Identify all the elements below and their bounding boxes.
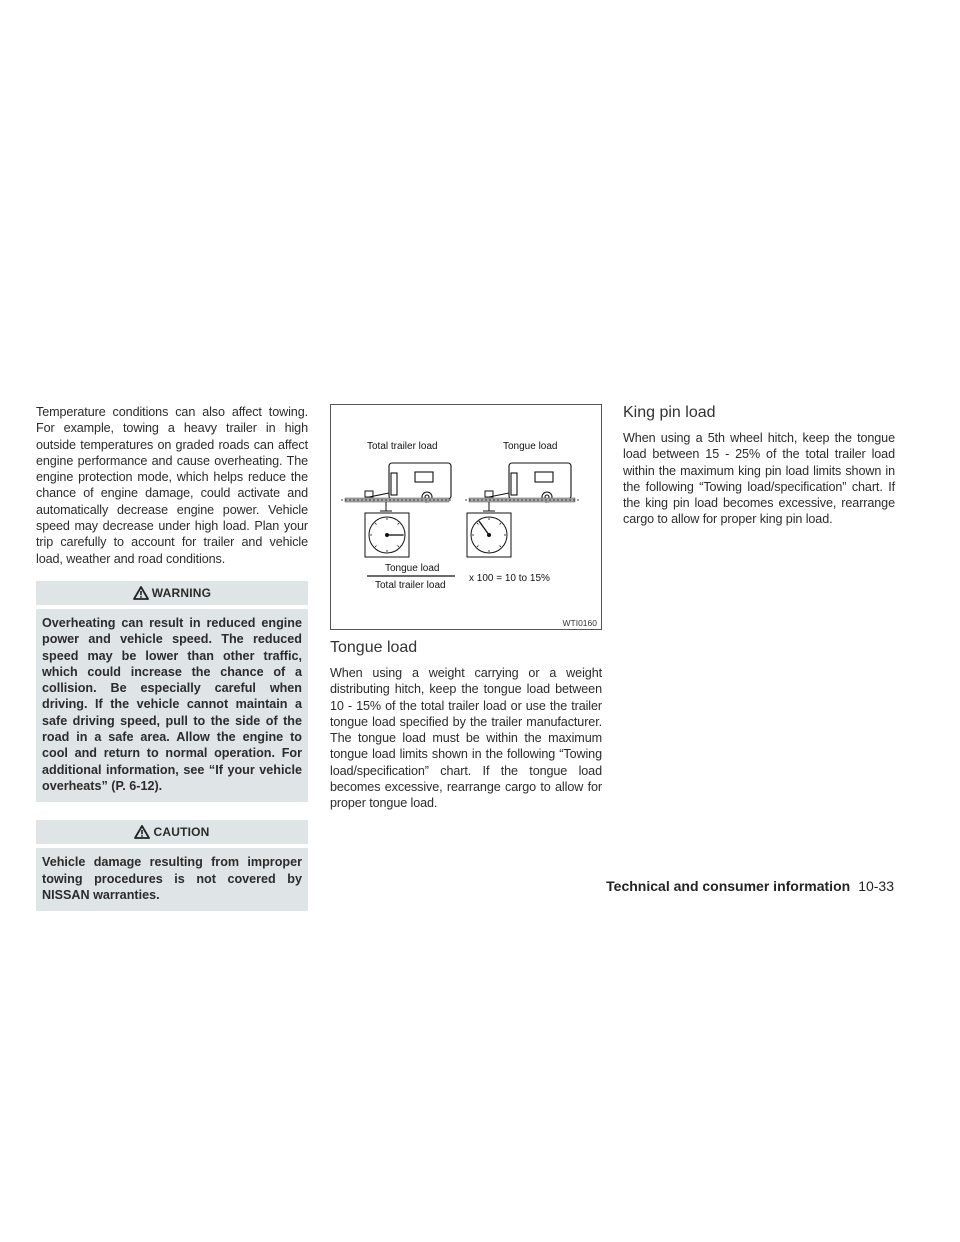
left-column bbox=[36, 404, 308, 911]
middle-column bbox=[330, 404, 602, 812]
label-tongue-load: Tongue load bbox=[503, 441, 558, 452]
caution-text: Vehicle damage resulting from improper towing procedures is not covered by NISSAN warranties. bbox=[36, 848, 308, 911]
formula-numerator: Tongue load bbox=[385, 563, 440, 574]
right-column bbox=[623, 404, 895, 528]
page-number: 10-33 bbox=[858, 878, 894, 894]
king-pin-load-heading: King pin load bbox=[623, 404, 716, 421]
warning-header bbox=[36, 581, 308, 605]
tongue-load-text: When using a weight carrying or a weight distributing hitch, keep the tongue load between 10 - 15% of the total trailer load or use the trailer tongue load specified by the trailer manufacturer. The tongue load must be within the maximum tongue load limits shown in the following “Towing load/specification” chart. If the tongue load becomes excessive, rearrange cargo to allow for proper tongue load. bbox=[330, 666, 602, 811]
page-footer bbox=[606, 878, 894, 894]
figure-id: WTI0160 bbox=[562, 618, 597, 628]
trailer-right bbox=[489, 463, 571, 502]
warning-title: WARNING bbox=[151, 585, 212, 600]
caution-header bbox=[36, 820, 308, 844]
scale-right bbox=[467, 513, 511, 557]
king-pin-load-text: When using a 5th wheel hitch, keep the tongue load between 15 - 25% of the total trailer load within the maximum king pin load limits shown in the following “Towing load/specification” chart. If the king pin load becomes excessive, rearrange cargo to allow for proper king pin load. bbox=[623, 431, 895, 527]
tongue-load-heading: Tongue load bbox=[330, 639, 418, 656]
warning-text: Overheating can result in reduced engine power and vehicle speed. The reduced speed may be lower than other traffic, which could increase the chance of a collision. Be especially careful when driving. If the vehicle cannot maintain a safe driving speed, pull to the side of the road in a safe area. Allow the engine to cool and return to normal operation. For additional information, see “If your vehicle overheats” (P. 6-12). bbox=[36, 609, 308, 802]
intro-paragraph: Temperature conditions can also affect towing. For example, towing a heavy trailer in high outside temperatures on graded roads can affect engine performance and cause overheating. The engine protection mode, which helps reduce the chance of engine damage, could activate and automatically decrease engine power. Vehicle speed may decrease under high load. Plan your trip carefully to account for trailer and vehicle load, weather and road conditions. bbox=[36, 405, 308, 566]
formula-denominator: Total trailer load bbox=[375, 580, 446, 591]
formula-result: x 100 = 10 to 15% bbox=[469, 573, 550, 584]
section-title: Technical and consumer information bbox=[606, 878, 851, 894]
warning-icon bbox=[133, 586, 149, 600]
tongue-load-diagram bbox=[331, 405, 601, 629]
tongue-load-figure bbox=[330, 404, 602, 630]
warning-box bbox=[36, 581, 308, 802]
caution-title: CAUTION bbox=[153, 825, 210, 840]
scale-left bbox=[365, 513, 409, 557]
caution-box bbox=[36, 820, 308, 911]
trailer-left bbox=[369, 463, 451, 502]
caution-icon bbox=[134, 825, 150, 839]
label-total-trailer-load: Total trailer load bbox=[367, 441, 438, 452]
